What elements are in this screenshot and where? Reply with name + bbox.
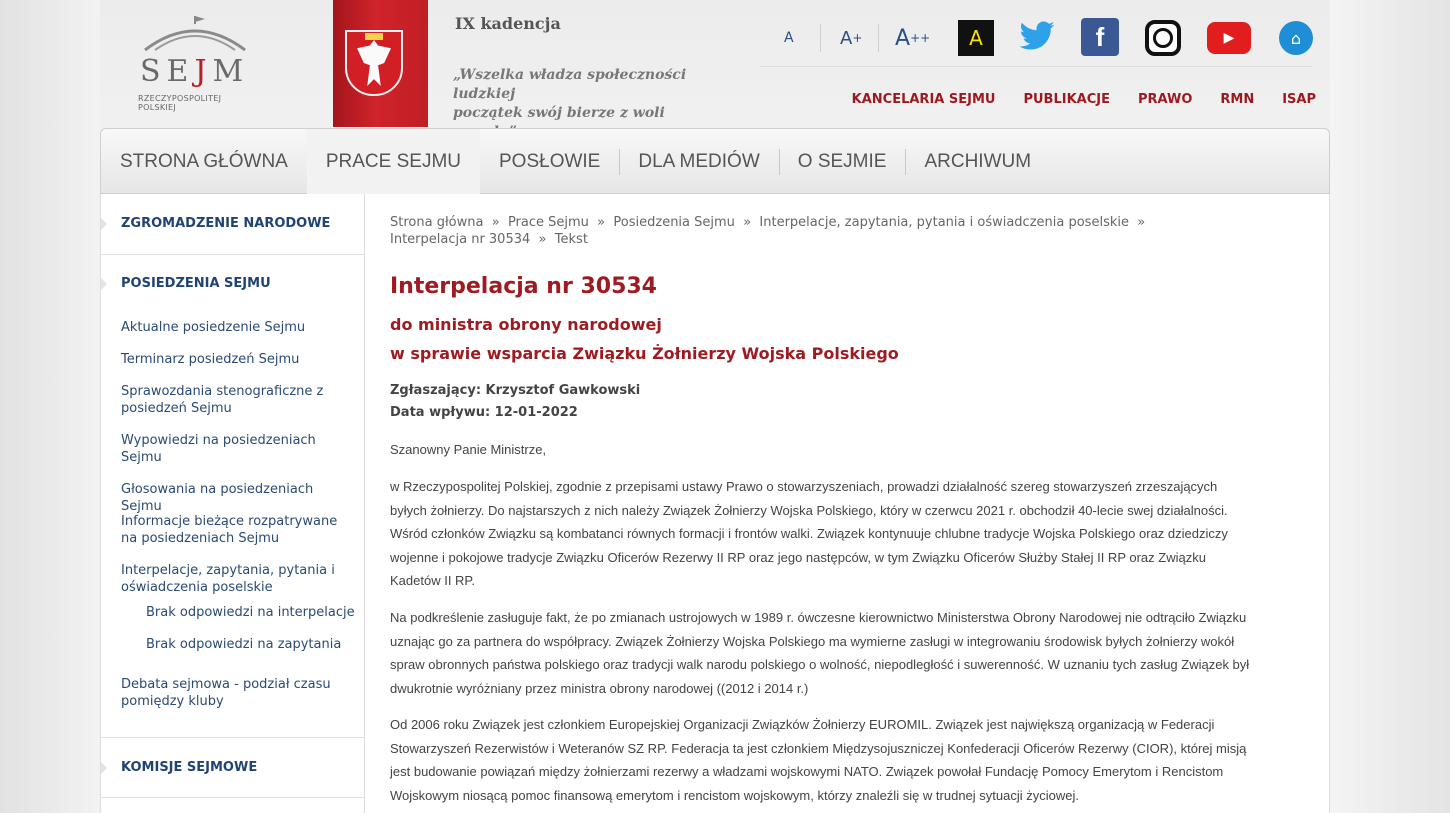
divider [820,24,821,52]
nav-strona-glowna[interactable]: STRONA GŁÓWNA [120,151,288,172]
nav-archiwum[interactable]: ARCHIWUM [905,129,1050,195]
sidebar-link-sprawozdania[interactable]: Sprawozdania stenograficzne z posiedzeń Sejmu [121,384,324,416]
page-subtitle-addressee: do ministra obrony narodowej [390,315,662,334]
background-right [1330,0,1450,813]
sidebar [100,194,365,813]
divider [101,797,364,798]
sidebar-heading-zgromadzenie[interactable]: ZGROMADZENIE NARODOWE [101,216,350,231]
coat-of-arms [345,30,403,96]
motto: „Wszelka władza społeczności ludzkiej początek swój bierze z woli [453,67,687,121]
breadcrumb-posiedzenia[interactable]: Posiedzenia Sejmu [613,215,735,230]
sidebar-link-informacje[interactable]: Informacje bieżące rozpatrywane na posiedzeniach Sejmu [121,514,338,546]
breadcrumb-separator: » [491,215,500,230]
nav-o-sejmie[interactable]: O SEJMIE [779,129,906,195]
background-left [0,0,100,813]
logo-wordmark: SEJM [140,54,250,89]
main-navigation [100,128,1330,194]
logo-subtitle: RZECZYPOSPOLITEJ POLSKIEJ [138,94,222,112]
youtube-icon[interactable]: ▶ [1207,22,1251,54]
sidebar-heading-posiedzenia[interactable]: POSIEDZENIA SEJMU [101,276,291,291]
paragraph: Od 2006 roku Związek jest członkiem Europejskiej Organizacji Związków Żołnierzy EUROMIL. Związek jest największą organizacją w Federacji Stowarzyszeń Rezerwistów i Weteranów SZ RP. Federacja ta jest członkiem Międzysojuszniczej Konfederacji Oficerów Rezerwy (CIOR), której misją jest budowanie powiązań między żołnierzami rezerwy a władzami wojskowymi NATO. Związek powołał Fundację Pomocy Emerytom i Rencistom Wojskowym niosącą pomoc finansową emerytom i rencistom wojskowym, którzy znaleźli się w trudnej sytuacji życiowej. [390,717,1247,803]
greeting: Szanowny Panie Ministrze, [390,442,547,457]
top-link-isap[interactable]: ISAP [1282,92,1316,107]
sidebar-link-aktualne[interactable]: Aktualne posiedzenie Sejmu [121,320,306,335]
sidebar-link-brak-zapytania[interactable]: Brak odpowiedzi na zapytania [146,637,342,652]
nav-prace-sejmu[interactable]: PRACE SEJMU [307,129,480,195]
facebook-icon[interactable]: f [1081,18,1119,56]
nav-poslowie[interactable]: POSŁOWIE [499,151,601,172]
breadcrumb [390,214,1210,248]
sejm-logo[interactable] [130,12,260,112]
breadcrumb-separator: » [538,232,547,247]
author-label: Zgłaszający: Krzysztof Gawkowski [390,383,641,398]
flag-banner [333,0,428,127]
breadcrumb-interpelacja-nr[interactable]: Interpelacja nr 30534 [390,232,531,247]
breadcrumb-separator: » [1137,215,1146,230]
top-link-kancelaria[interactable]: KANCELARIA SEJMU [851,92,996,107]
divider [760,66,1312,67]
font-size-large-button[interactable]: A ++ [895,25,931,51]
top-link-publikacje[interactable]: PUBLIKACJE [1023,92,1110,107]
kadencja-label: IX kadencja [455,14,561,33]
nav-dla-mediow[interactable]: DLA MEDIÓW [619,129,778,195]
bip-icon[interactable]: ⌂ [1279,21,1313,55]
top-link-prawo[interactable]: PRAWO [1137,92,1193,107]
breadcrumb-tekst: Tekst [554,232,588,247]
main-content [365,194,1330,813]
paragraph: w Rzeczypospolitej Polskiej, zgodnie z przepisami ustawy Prawo o stowarzyszeniach, prowadzi działalność szereg stowarzyszeń zrzeszających byłych żołnierzy. Do najstarszych z nich należy Związek Żołnierzy Wojska Polskiego, który w czerwcu 2021 r. obchodził 40-lecie swej działalności. Wśród członków Związku są kombatanci równych formacji i frontów walki. Związek kontynuuje chlubne tradycje Wojska Polskiego oraz dziedziczy wojenne i pokojowe tradycje Związku Oficerów Rezerwy II RP oraz jego następców, w tym Związku Oficerów Służby Stałej II RP oraz Związku Kadetów II RP. [390,479,1228,588]
page-subtitle-topic: w sprawie wsparcia Związku Żołnierzy Wojska Polskiego [390,344,899,363]
breadcrumb-prace-sejmu[interactable]: Prace Sejmu [507,215,589,230]
breadcrumb-separator: » [597,215,606,230]
sidebar-link-debata[interactable]: Debata sejmowa - podział czasu pomiędzy kluby [121,677,331,709]
twitter-icon[interactable] [1018,18,1056,56]
high-contrast-button[interactable]: A [958,20,994,56]
sidebar-link-brak-interpelacje[interactable]: Brak odpowiedzi na interpelacje [146,605,355,620]
sidebar-heading-komisje[interactable]: KOMISJE SEJMOWE [101,760,277,775]
font-size-normal-button[interactable]: A [784,30,794,46]
top-link-rmn[interactable]: RMN [1220,92,1255,107]
page-title: Interpelacja nr 30534 [390,274,657,299]
divider [101,737,364,738]
paragraph: Na podkreślenie zasługuje fakt, że po zmianach ustrojowych w 1989 r. ówczesne kierownictwo Ministerstwa Obrony Narodowej nie odtrąciło Związku uznając go za partnera do współpracy. Związek Żołnierzy Wojska Polskiego ma wymierne zasługi w integrowaniu środowisk byłych żołnierzy wokół spraw obronnych państwa polskiego oraz tradycji walk narodu polskiego o wolność, niepodległość i suwerenność. W uznaniu tych zasług Związek był dwukrotnie wyróżniany przez ministra obrony narodowej ((2012 i 2014 r.) [390,610,1250,696]
divider [101,254,364,255]
breadcrumb-strona-glowna[interactable]: Strona główna [390,215,484,230]
breadcrumb-interpelacje[interactable]: Interpelacje, zapytania, pytania i oświadczenia poselskie [759,215,1129,230]
date-label: Data wpływu: 12-01-2022 [390,405,578,420]
divider [878,24,879,52]
eagle-icon [357,40,391,86]
sidebar-link-wypowiedzi[interactable]: Wypowiedzi na posiedzeniach Sejmu [121,433,316,465]
crown-icon [365,33,383,40]
sidebar-link-glosowania[interactable]: Głosowania na posiedzeniach Sejmu [121,482,314,514]
font-size-medium-button[interactable]: A + [840,27,863,49]
building-icon [135,12,255,56]
sidebar-link-terminarz[interactable]: Terminarz posiedzeń Sejmu [121,352,300,367]
top-links [852,92,1316,107]
instagram-icon[interactable] [1145,20,1181,56]
sidebar-link-interpelacje[interactable]: Interpelacje, zapytania, pytania i oświadczenia poselskie [121,563,335,595]
breadcrumb-separator: » [743,215,752,230]
